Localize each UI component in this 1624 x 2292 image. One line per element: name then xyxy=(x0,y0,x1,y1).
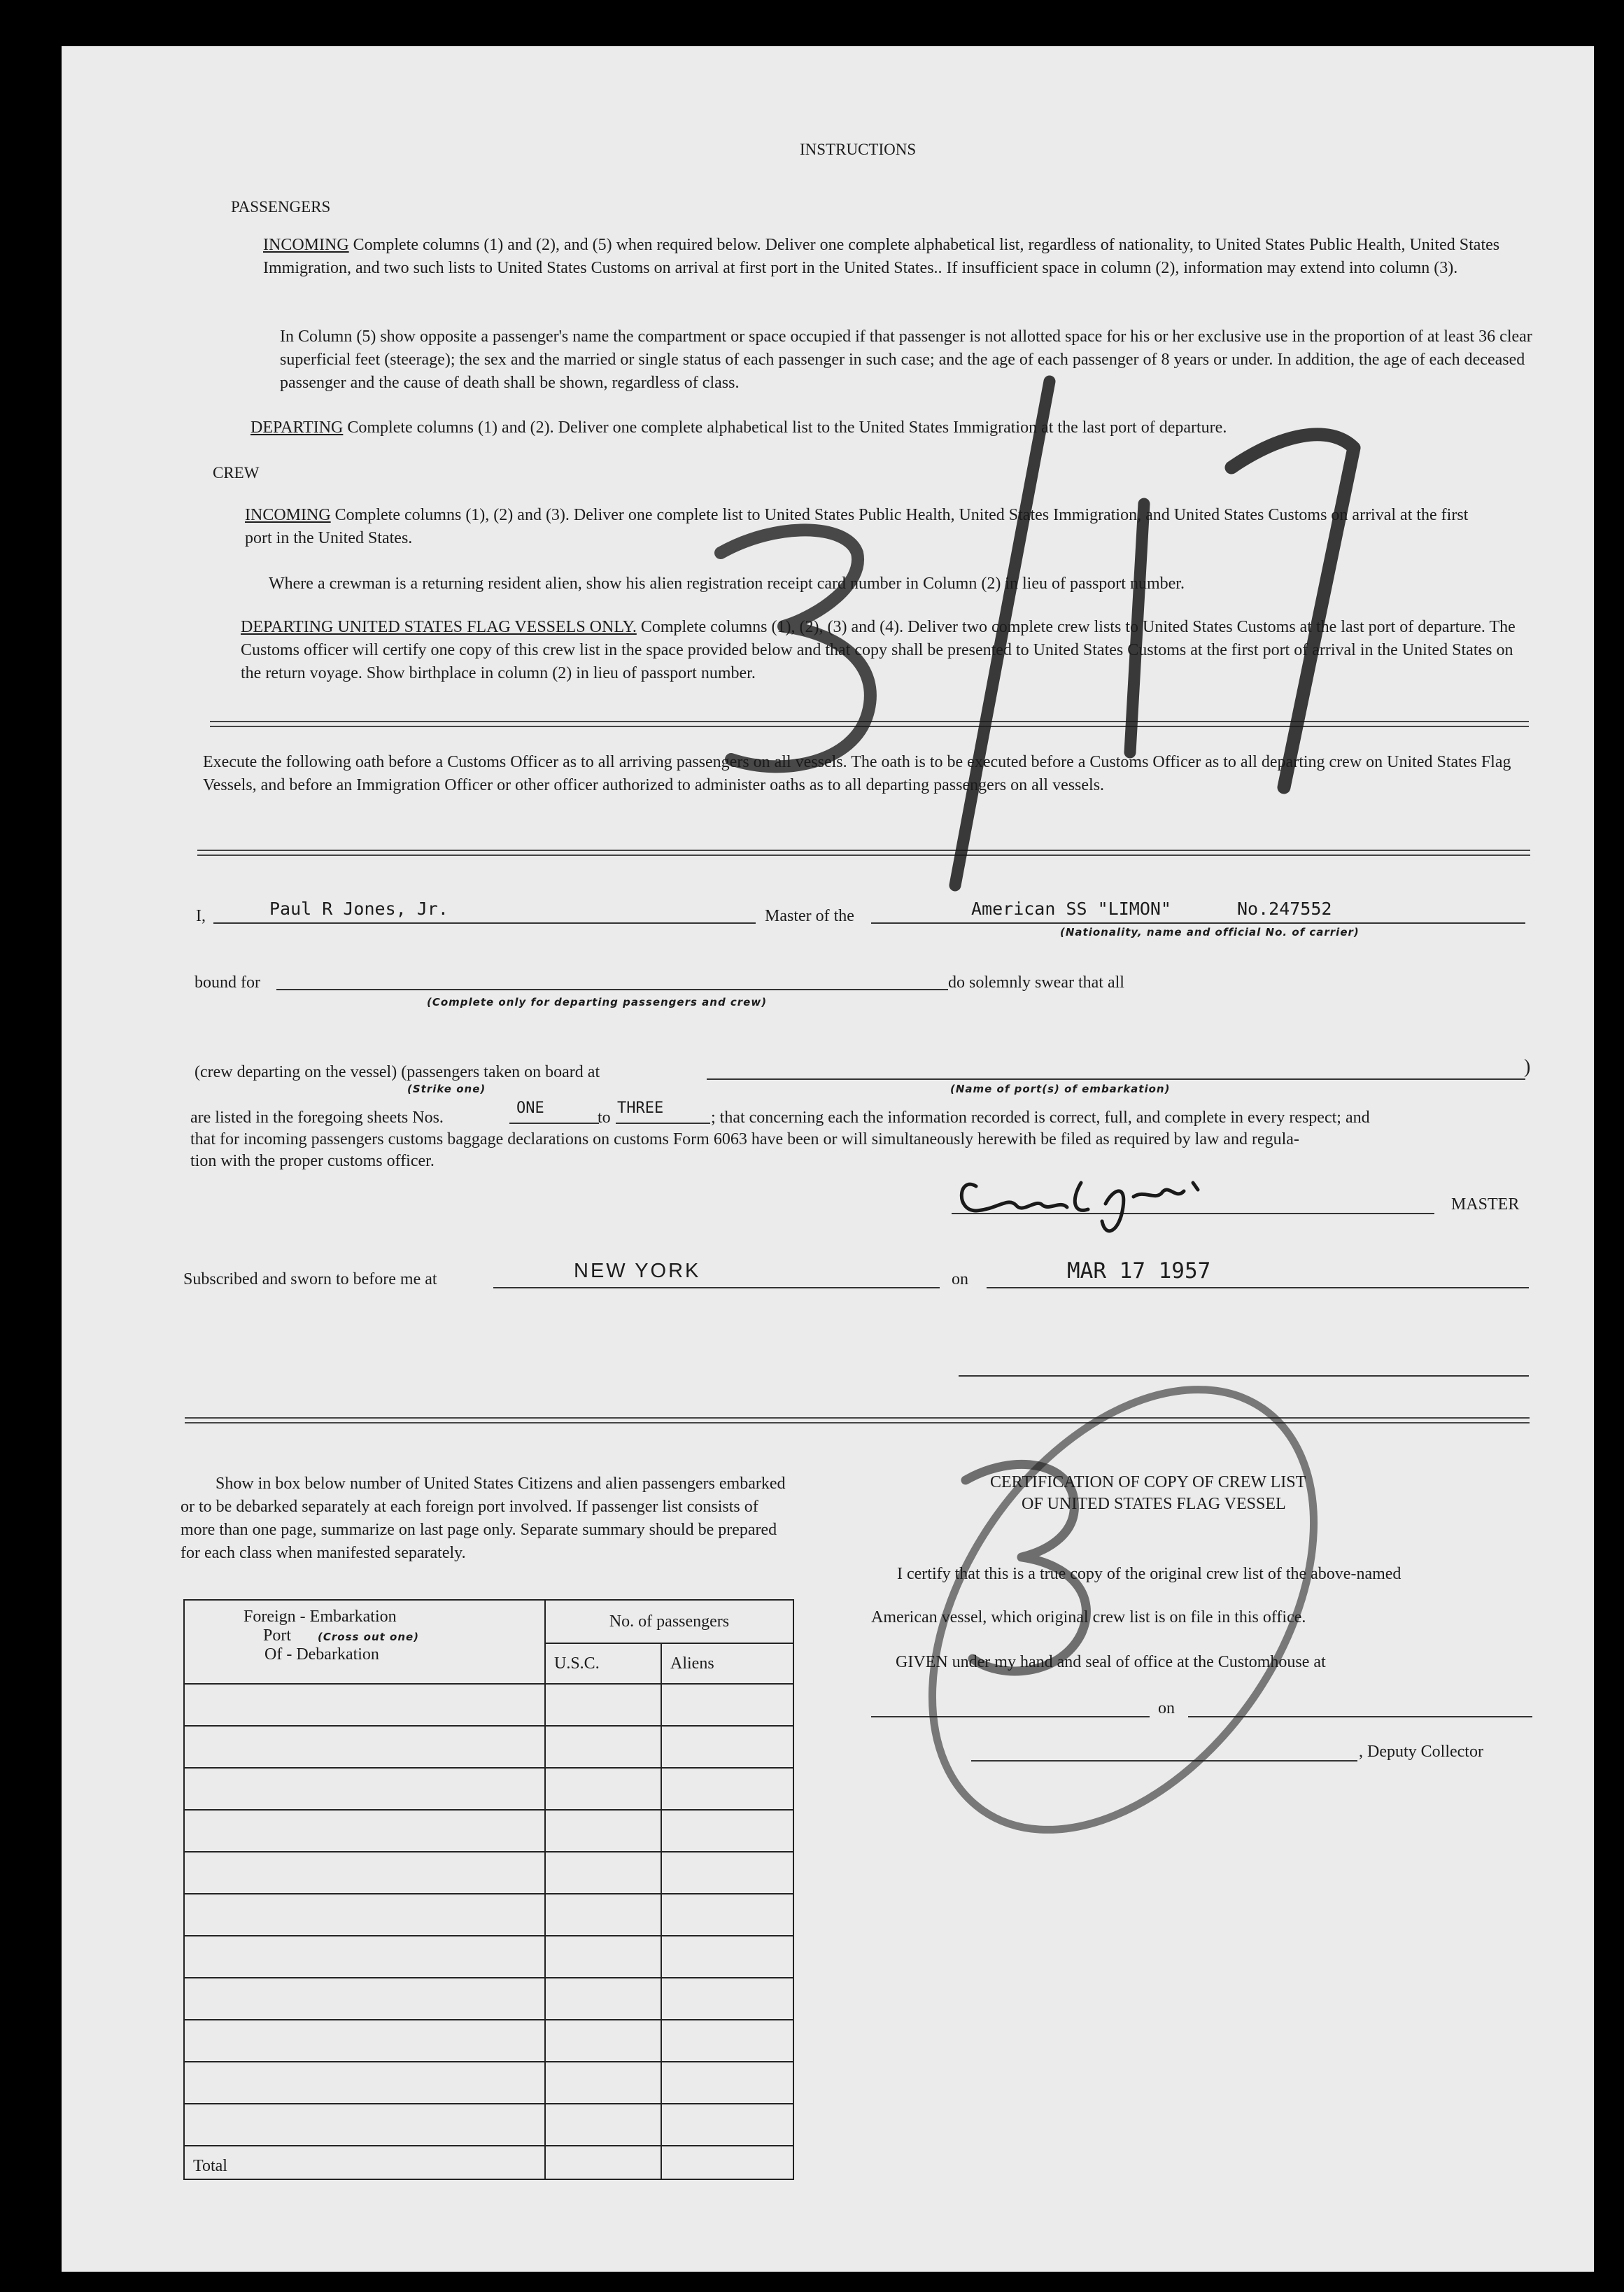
master-of-label: Master of the xyxy=(765,907,854,925)
sheet-to[interactable]: THREE xyxy=(617,1099,664,1117)
page-title: INSTRUCTIONS xyxy=(800,141,917,158)
aliens-column-header: Aliens xyxy=(661,1643,793,1684)
listed-line-3: tion with the proper customs officer. xyxy=(190,1152,435,1170)
vessel-number[interactable]: No.247552 xyxy=(1237,899,1332,919)
strike-caption: (Strike one) xyxy=(407,1083,486,1095)
passengers-departing-text: Complete columns (1) and (2). Deliver one complete alphabetical list to the United States Immigration at the last port of departure. xyxy=(347,419,1227,437)
handwritten-one-mark xyxy=(1130,504,1144,752)
crew-flag-vessel-label: DEPARTING UNITED STATES FLAG VESSELS ONLY. xyxy=(241,618,637,636)
vessel-name[interactable]: American SS "LIMON" xyxy=(971,899,1171,919)
circled-three-mark xyxy=(966,1464,1086,1671)
port-header-port: Port xyxy=(263,1626,292,1645)
bound-for-caption: (Complete only for departing passengers and crew) xyxy=(427,996,768,1008)
cross-out-caption: (Cross out one) xyxy=(318,1631,420,1643)
sworn-date[interactable]: MAR 17 1957 xyxy=(1067,1258,1211,1284)
handwritten-slash-mark xyxy=(955,381,1050,885)
master-signature xyxy=(961,1183,1198,1231)
swear-label: do solemnly swear that all xyxy=(948,973,1124,992)
total-label: Total xyxy=(184,2146,545,2179)
summary-instructions: Show in box below number of United States Citizens and alien passengers embarked or to be debarked separately at each foreign port involved. If passenger list consists of more than one page, summarize on last page only. Separate summary should be prepared for each class when manifested separately. xyxy=(181,1475,786,1562)
crew-departing-label: (crew departing on the vessel) (passengers taken on board at xyxy=(195,1063,600,1081)
certification-title-1: CERTIFICATION OF COPY OF CREW LIST xyxy=(990,1473,1306,1491)
listed-line-2: that for incoming passengers customs baggage declarations on customs Form 6063 have been or will simultaneously herewith be filed as required by law and regula- xyxy=(190,1130,1299,1148)
crew-incoming-label: INCOMING xyxy=(245,506,331,524)
crew-heading: CREW xyxy=(213,464,260,481)
certification-line-3: GIVEN under my hand and seal of office at the Customhouse at xyxy=(896,1653,1326,1671)
crewman-instructions: Where a crewman is a returning resident alien, show his alien registration receipt card number in Column (2) in lieu of passport number. xyxy=(269,575,1185,593)
certification-line-1: I certify that this is a true copy of the original crew list of the above-named xyxy=(897,1565,1401,1583)
column5-instructions: In Column (5) show opposite a passenger's name the compartment or space occupied if that passenger is not allotted space for his or her exclusive use in the proportion of at least 36 clear superficial feet (steerage); the sex and the married or single status of each passenger in such case; and the age of each passenger of 8 years or under. In addition, the age of each deceased passenger and the cause of death shall be shown, regardless of class. xyxy=(280,328,1532,392)
usc-column-header: U.S.C. xyxy=(545,1643,661,1684)
subscribed-label: Subscribed and sworn to before me at xyxy=(183,1270,437,1288)
listed-rest: ; that concerning each the information recorded is correct, full, and complete in every respect; and xyxy=(711,1109,1370,1127)
bound-for-label: bound for xyxy=(195,973,260,992)
crew-flag-vessel-text: Complete columns (1), (2), (3) and (4). Deliver two complete crew lists to United States Customs at the last port of departure. The Customs officer will certify one copy of this crew list in the space provided below and that copy shall be presented to United States Customs at the first port of arrival in the United States on the return voyage. Show birthplace in column (2) in lieu of passport number. xyxy=(241,618,1516,682)
certification-line-2: American vessel, which original crew list is on file in this office. xyxy=(871,1608,1306,1626)
passengers-incoming-text: Complete columns (1) and (2), and (5) when required below. Deliver one complete alphabetical list, regardless of nationality, to United States Public Health, United States Immigration, and two such lists to United States Customs on arrival at first port in the United States.. If insufficient space in column (2), information may extend into column (3). xyxy=(263,236,1500,277)
passengers-incoming-label: INCOMING xyxy=(263,236,349,254)
certification-title-2: OF UNITED STATES FLAG VESSEL xyxy=(1022,1495,1286,1513)
on-label: on xyxy=(952,1270,968,1288)
to-label: to xyxy=(598,1109,611,1127)
oath-i-label: I, xyxy=(196,907,206,925)
port-header-line-3: Of - Debarkation xyxy=(264,1645,379,1664)
nationality-caption: (Nationality, name and official No. of carrier) xyxy=(1060,926,1360,938)
master-label: MASTER xyxy=(1451,1195,1520,1214)
close-paren: ) xyxy=(1524,1056,1531,1078)
handwritten-seven-mark xyxy=(1231,435,1354,787)
certification-on-label: on xyxy=(1158,1699,1175,1717)
sworn-place[interactable]: NEW YORK xyxy=(574,1260,701,1282)
passengers-departing-label: DEPARTING xyxy=(250,419,344,437)
deputy-collector-label: , Deputy Collector xyxy=(1359,1743,1483,1761)
passengers-column-header: No. of passengers xyxy=(545,1600,793,1643)
master-name[interactable]: Paul R Jones, Jr. xyxy=(269,899,449,919)
handwritten-three-mark xyxy=(721,530,870,766)
embarkation-caption: (Name of port(s) of embarkation) xyxy=(950,1083,1171,1095)
sheet-from[interactable]: ONE xyxy=(516,1099,544,1117)
oath-instructions: Execute the following oath before a Customs Officer as to all arriving passengers on all vessels. The oath is to be executed before a Customs Officer as to all departing crew on United States Flag Vessels, and before an Immigration Officer or other officer authorized to administer oaths as to all departing passengers on all vessels. xyxy=(203,753,1511,794)
port-header-line-1: Foreign - Embarkation xyxy=(243,1608,397,1626)
listed-label: are listed in the foregoing sheets Nos. xyxy=(190,1109,444,1127)
passengers-heading: PASSENGERS xyxy=(231,198,331,216)
crew-incoming-text: Complete columns (1), (2) and (3). Deliver one complete list to United States Public Health, United States Immigration, and United States Customs on arrival at the first port in the United States. xyxy=(245,506,1469,547)
handwritten-circle-mark xyxy=(854,1319,1392,1901)
